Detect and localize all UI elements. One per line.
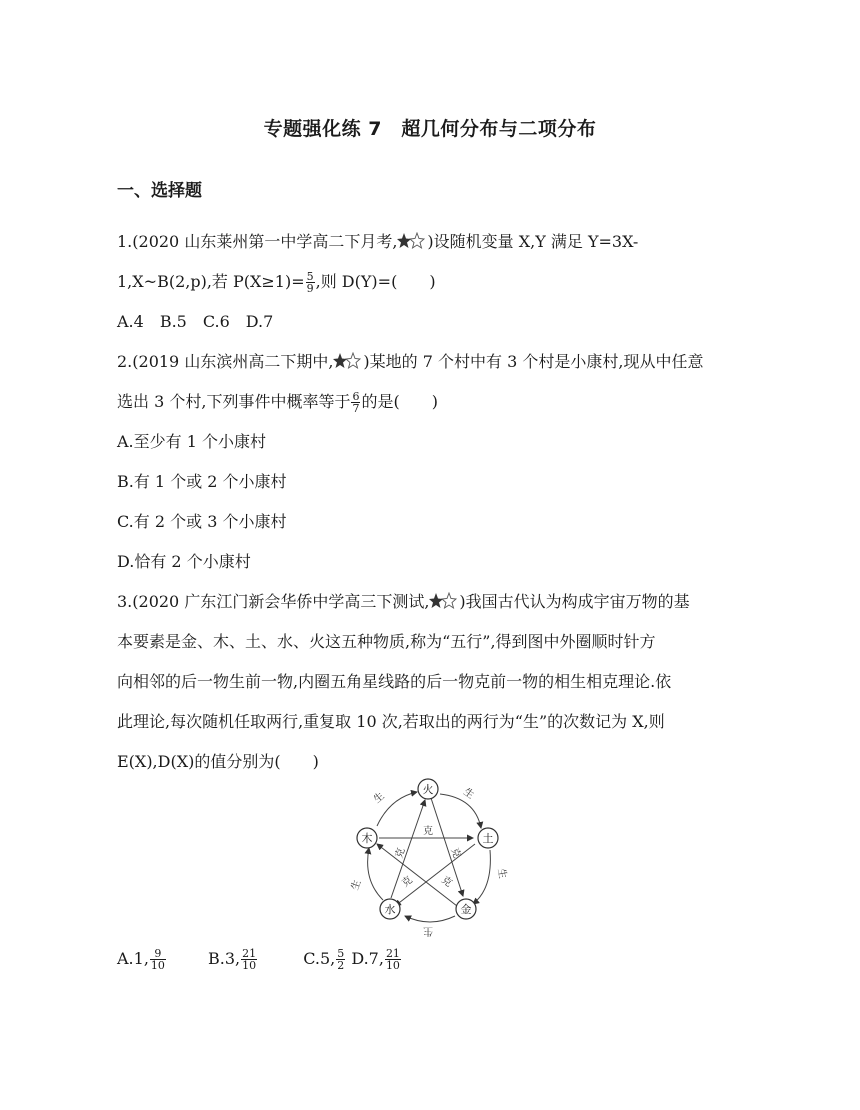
question-3-text: )我国古代认为构成宇宙万物的基 [459, 592, 690, 611]
option-d [351, 944, 402, 974]
question-2-text: )某地的 7 个村中有 3 个村是小康村,现从中任意 [363, 352, 704, 371]
page-title: 专题强化练 7 超几何分布与二项分布 [263, 118, 597, 140]
difficulty-stars-icon [429, 592, 459, 610]
fraction [241, 948, 257, 971]
fraction-denominator: 2 [337, 959, 345, 972]
option-b-prefix: B.3, [208, 949, 241, 968]
question-2-line-2 [117, 382, 703, 422]
question-3-options [117, 944, 402, 974]
fraction-denominator: 9 [306, 282, 314, 295]
option-c [303, 944, 346, 974]
option-a: A.至少有 1 个小康村 [117, 432, 266, 451]
fraction [351, 391, 360, 414]
inner-label: 克 [423, 826, 433, 837]
question-2-line-1 [117, 342, 703, 382]
question-1-options: A.4 B.5 C.6 D.7 [117, 312, 274, 331]
option-d-prefix: D.7, [351, 949, 384, 968]
question-3-line-4: 此理论,每次随机任取两行,重复取 10 次,若取出的两行为“生”的次数记为 X,则 [117, 712, 665, 731]
option-c: C.有 2 个或 3 个小康村 [117, 512, 287, 531]
node-water: 水 [384, 903, 396, 916]
option-d: D.恰有 2 个小康村 [117, 552, 251, 571]
option-c-prefix: C.5, [303, 949, 336, 968]
difficulty-stars-icon [333, 352, 363, 370]
fraction [306, 271, 315, 294]
outer-label: 生 [372, 790, 387, 806]
inner-label: 克 [448, 846, 463, 860]
fraction-numerator: 21 [385, 947, 400, 960]
option-b [208, 944, 258, 974]
outer-label: 生 [423, 925, 433, 936]
node-earth: 土 [482, 832, 494, 845]
node-wood: 木 [361, 832, 373, 845]
fraction-numerator: 5 [337, 947, 345, 960]
section-heading: 一、选择题 [117, 181, 202, 201]
question-1-text-3: ,则 D(Y)=( ) [315, 272, 436, 291]
inner-label: 克 [439, 874, 454, 890]
fraction-denominator: 7 [352, 402, 360, 415]
fraction-denominator: 10 [242, 959, 257, 972]
fraction-denominator: 10 [150, 959, 165, 972]
question-3-source: 3.(2020 广东江门新会华侨中学高三下测试, [117, 592, 430, 611]
question-1-line-1 [117, 222, 638, 262]
question-3-line-5: E(X),D(X)的值分别为( ) [117, 752, 319, 771]
question-1-text: )设随机变量 X,Y 满足 Y=3X- [427, 232, 639, 251]
five-elements-diagram [345, 776, 515, 946]
question-1 [117, 222, 638, 342]
fraction-numerator: 5 [306, 270, 314, 283]
question-3-line-3: 向相邻的后一物生前一物,内圈五角星线路的后一物克前一物的相生相克理论.依 [117, 672, 672, 691]
question-2 [117, 342, 703, 582]
fraction [385, 948, 401, 971]
difficulty-stars-icon [397, 232, 427, 250]
option-a-prefix: A.1, [117, 949, 149, 968]
inner-label: 克 [400, 874, 415, 890]
node-fire: 火 [422, 783, 434, 796]
question-2-source: 2.(2019 山东滨州高二下期中, [117, 352, 334, 371]
question-2-text-2: 选出 3 个村,下列事件中概率等于 [117, 392, 351, 411]
inner-label: 克 [393, 846, 408, 860]
fraction-numerator: 6 [352, 390, 360, 403]
option-a [117, 944, 167, 974]
fraction [150, 948, 166, 971]
question-2-text-3: 的是( ) [361, 392, 438, 411]
outer-label: 生 [349, 878, 364, 892]
question-1-line-2 [117, 262, 638, 302]
question-3-line-1 [117, 582, 690, 622]
question-3 [117, 582, 690, 782]
question-1-text-2: 1,X~B(2,p),若 P(X≥1)= [117, 272, 305, 291]
fraction-numerator: 9 [150, 948, 166, 960]
outer-label: 生 [495, 867, 508, 880]
fraction-numerator: 21 [242, 947, 257, 960]
question-3-line-2: 本要素是金、木、土、水、火这五种物质,称为“五行”,得到图中外圈顺时针方 [117, 632, 656, 651]
option-b: B.有 1 个或 2 个小康村 [117, 472, 287, 491]
node-metal: 金 [460, 903, 472, 916]
fraction [336, 948, 345, 971]
outer-label: 生 [461, 786, 476, 802]
fraction-denominator: 10 [385, 959, 400, 972]
question-1-source: 1.(2020 山东莱州第一中学高二下月考, [117, 232, 398, 251]
